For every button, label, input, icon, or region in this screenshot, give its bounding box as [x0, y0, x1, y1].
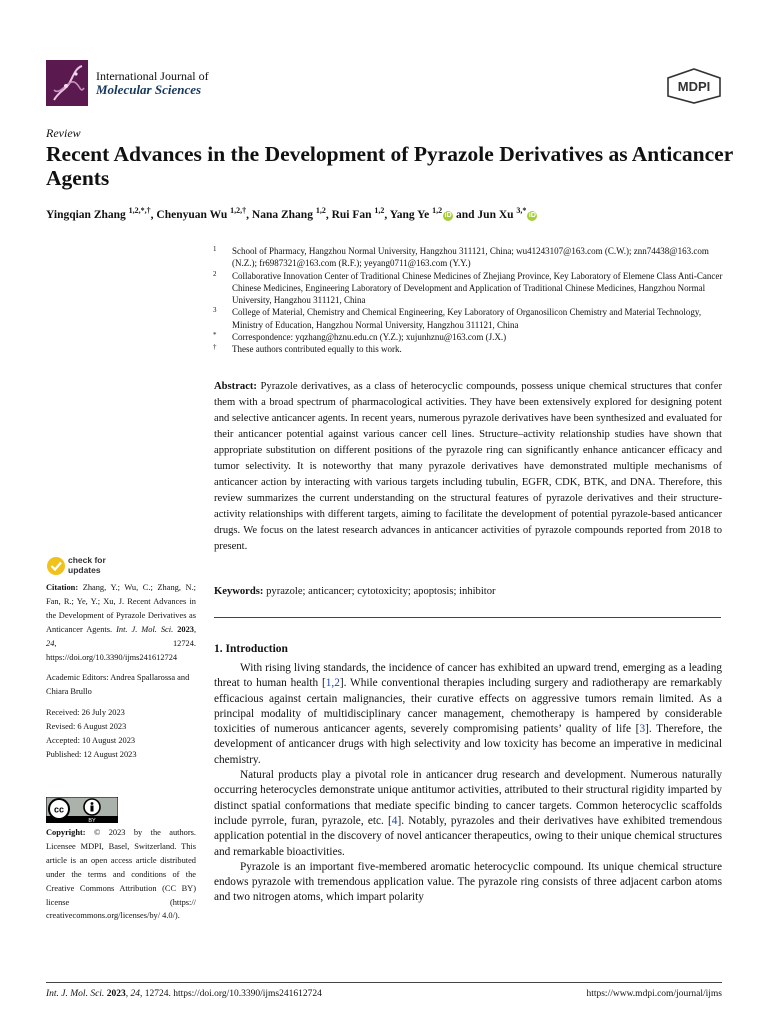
affiliations: [213, 245, 723, 356]
citation-label: Citation:: [46, 583, 79, 592]
citation-text: Zhang, Y.; Wu, C.; Zhang, N.; Fan, R.; Ye, Y.; Xu, J. Recent Advances in the Development of Pyrazole Derivatives as Anticancer Agents.: [46, 583, 196, 634]
citation: Citation: Zhang, Y.; Wu, C.; Zhang, N.; Fan, R.; Ye, Y.; Xu, J. Recent Advances in the Development of Pyrazole Derivatives as Anticancer Agents. Int. J. Mol. Sci. 2023, 24, 12724. https://doi.org/10.3390/ijms241612724: [46, 583, 197, 662]
date-accepted: Accepted: 10 August 2023: [46, 736, 136, 746]
citation-journal: Int. J. Mol. Sci.: [116, 624, 174, 634]
author-separator: and: [453, 208, 478, 221]
author-affiliation-marks: 3,*: [516, 206, 527, 215]
abstract-label: Abstract:: [214, 381, 257, 392]
affiliation-mark: *: [213, 331, 217, 340]
paragraph: [214, 768, 722, 860]
body-text: [214, 661, 722, 906]
affiliation-text: School of Pharmacy, Hangzhou Normal University, Hangzhou 311121, China; wu41243107@163.com (C.W.); znn74438@163.com (N.Z.); fr6987321@163.com (R.F.); yeyang0711@163.com (Y.Y.): [232, 246, 709, 269]
footer-divider: [46, 982, 722, 983]
author-affiliation-marks: 1,2,*,†: [128, 206, 151, 215]
keywords: [214, 584, 722, 600]
date-published: Published: 12 August 2023: [46, 749, 137, 759]
citation-link[interactable]: 4: [391, 814, 398, 827]
divider: [214, 617, 721, 618]
affiliation-item: [213, 245, 723, 270]
author-name: Chenyuan Wu: [156, 208, 231, 221]
check-updates-line1: check for: [68, 555, 106, 565]
paragraph-text: With rising living standards, the incidence of cancer has exhibited an upward trend, emerging as a leading threat to human health [: [214, 662, 722, 690]
affiliation-text: Collaborative Innovation Center of Traditional Chinese Medicines of Zhejiang Province, Key Laboratory of Elemene Class Anti-Cancer Chinese Medicines, Engineering Laboratory of Development and Application of Traditional Chinese Medicines, Hangzhou Normal University, Hangzhou 311121, China: [232, 270, 723, 306]
footer-doi[interactable]: , 12724. https://doi.org/10.3390/ijms241612724: [139, 989, 322, 999]
date-received: Received: 26 July 2023: [46, 708, 125, 718]
date-revised: Revised: 6 August 2023: [46, 722, 127, 732]
affiliation-mark: 2: [213, 269, 217, 278]
affiliation-mark: †: [213, 343, 217, 352]
author-name: Yingqian Zhang: [46, 208, 129, 221]
keywords-label: Keywords:: [214, 586, 264, 597]
author-affiliation-marks: 1,2: [374, 206, 385, 215]
mdpi-logo-text: MDPI: [677, 79, 711, 94]
sidebar-info: [46, 581, 196, 762]
check-for-updates-label[interactable]: [68, 555, 106, 575]
cc-badge-text: BY: [88, 818, 96, 823]
citation-year: 2023: [177, 624, 194, 634]
academic-editors: Academic Editors: Andrea Spallarossa and Chiara Brullo: [46, 673, 190, 697]
citation-doi: 12724. https://doi.org/10.3390/ijms241612724: [46, 638, 196, 662]
article-type: Review: [46, 126, 81, 140]
author-separator: ,: [246, 208, 252, 221]
paragraph: Pyrazole is an important five-membered aromatic heterocyclic compound. Its unique chemical structure endows pyrazole with tremendous application value. The pyrazole ring consists of three adjacent carbon atoms and two nitrogen atoms, which impart polarity: [214, 860, 722, 904]
affiliation-item: [213, 343, 723, 355]
affiliation-mark: 3: [213, 306, 217, 315]
abstract-text: Pyrazole derivatives, as a class of heterocyclic compounds, possess unique chemical structures that confer them with a broad spectrum of pharmacological activities. They have been extensively explored for designing potent and selective anticancer agents. In recent years, numerous pyrazole derivatives have been synthesized and evaluated for their anticancer potential against various cancer cell lines. Structure–activity relationship studies have shown that appropriate substitution on different positions of the pyrazole ring can significantly enhance anticancer efficacy and tumor selectivity. It is noteworthy that many pyrazole derivatives have demonstrated multiple mechanisms of anticancer action by interacting with various targets including tubulin, EGFR, CDK, BTK, and DNA. Therefore, this review summarizes the current understanding on the structural features of pyrazole derivatives and their structure-activity relationships with different targets, aiming to facilitate the development of potential pyrazole-based anticancer drugs. We focus on the latest research advances in anticancer activities of pyrazole compounds reported from 2018 to present.: [214, 381, 722, 552]
journal-name: [96, 69, 209, 97]
affiliation-text: Correspondence: yqzhang@hznu.edu.cn (Y.Z.); xujunhznu@163.com (J.X.): [232, 332, 507, 343]
copyright-label: Copyright:: [46, 828, 86, 837]
cc-by-license-icon[interactable]: [46, 797, 118, 823]
footer-journal: Int. J. Mol. Sci.: [46, 989, 105, 999]
abstract: [214, 379, 722, 555]
paragraph-text: ]. Notably, pyrazoles and their derivatives have exhibited tremendous application potential in the discovery of novel anticancer therapeutics, owing to their unique chemical structures and remarkable bioactivities.: [214, 814, 722, 858]
author-affiliation-marks: 1,2: [315, 206, 326, 215]
author-list: [46, 206, 537, 221]
journal-name-line1: International Journal of: [96, 69, 209, 83]
affiliation-text: College of Material, Chemistry and Chemical Engineering, Key Laboratory of Organosilicon Chemistry and Material Technology, Ministry of Education, Hangzhou Normal University, Hangzhou 311121, China: [232, 307, 702, 330]
affiliation-text: These authors contributed equally to this work.: [232, 344, 402, 355]
journal-name-line2: Molecular Sciences: [96, 82, 202, 97]
copyright-notice: [46, 826, 196, 923]
affiliation-item: [213, 306, 723, 331]
footer-volume: 24: [130, 989, 140, 999]
citation-link[interactable]: 3: [639, 723, 646, 736]
section-heading: 1. Introduction: [214, 643, 288, 655]
author-separator: ,: [325, 208, 332, 221]
orcid-icon[interactable]: iD: [528, 211, 536, 219]
affiliation-item: [213, 270, 723, 307]
keywords-text: pyrazole; anticancer; cytotoxicity; apoptosis; inhibitor: [266, 586, 496, 597]
mdpi-logo-icon: [666, 68, 722, 104]
paragraph-text: ]. Therefore, the development of anticancer drugs with high selectivity and low toxicity has become an imperative in medicinal chemistry.: [214, 723, 722, 766]
copyright-text: © 2023 by the authors. Licensee MDPI, Basel, Switzerland. This article is an open access article distributed under the terms and conditions of the Creative Commons Attribution (CC BY) license (https:// creativecommons.org/licenses/by/ 4.0/).: [46, 828, 197, 921]
author-separator: ,: [150, 208, 157, 221]
orcid-icon[interactable]: iD: [444, 211, 452, 219]
author-name: Nana Zhang: [251, 208, 316, 221]
article-title: Recent Advances in the Development of Pyrazole Derivatives as Anticancer Agents: [46, 142, 733, 190]
author-name: Rui Fan: [331, 208, 375, 221]
svg-text:cc: cc: [53, 804, 65, 815]
footer-year: 2023: [106, 989, 126, 999]
author-affiliation-marks: 1,2: [432, 206, 443, 215]
check-updates-line2: updates: [68, 565, 101, 575]
author-separator: ,: [384, 208, 390, 221]
paragraph: [214, 661, 722, 768]
citation-volume: 24: [46, 638, 55, 648]
paragraph-text: Natural products play a pivotal role in anticancer drug research and development. Numerous naturally occurring heterocycles demonstrate unique antitumor activities, attributed to their structural rigidity imparted by distinct spatial conformations that mediate specific binding to cancer targets. Common heterocyclic scaffolds include pyrrole, furan, pyrazole, etc. [: [214, 769, 722, 827]
author-affiliation-marks: 1,2,†: [230, 206, 247, 215]
affiliation-mark: 1: [213, 245, 217, 253]
journal-logo-icon: [46, 60, 88, 106]
footer-journal-url[interactable]: https://www.mdpi.com/journal/ijms: [586, 989, 722, 999]
paragraph-text: ]. While conventional therapies including surgery and radiotherapy are remarkably efficacious against certain malignancies, their curative effects on aggressive tumors remain limited. As a principal modality of multidisciplinary cancer management, chemotherapy is hampered by considerable toxicities of numerous anticancer agents, severely compromising patients’ quality of life [: [214, 677, 722, 736]
footer-citation: Int. J. Mol. Sci. 2023, 24, 12724. https://doi.org/10.3390/ijms241612724: [46, 989, 322, 999]
affiliation-item: [213, 331, 723, 343]
citation-link[interactable]: 1,2: [325, 677, 340, 690]
author-name: Jun Xu: [477, 208, 517, 221]
author-name: Yang Ye: [389, 208, 433, 221]
